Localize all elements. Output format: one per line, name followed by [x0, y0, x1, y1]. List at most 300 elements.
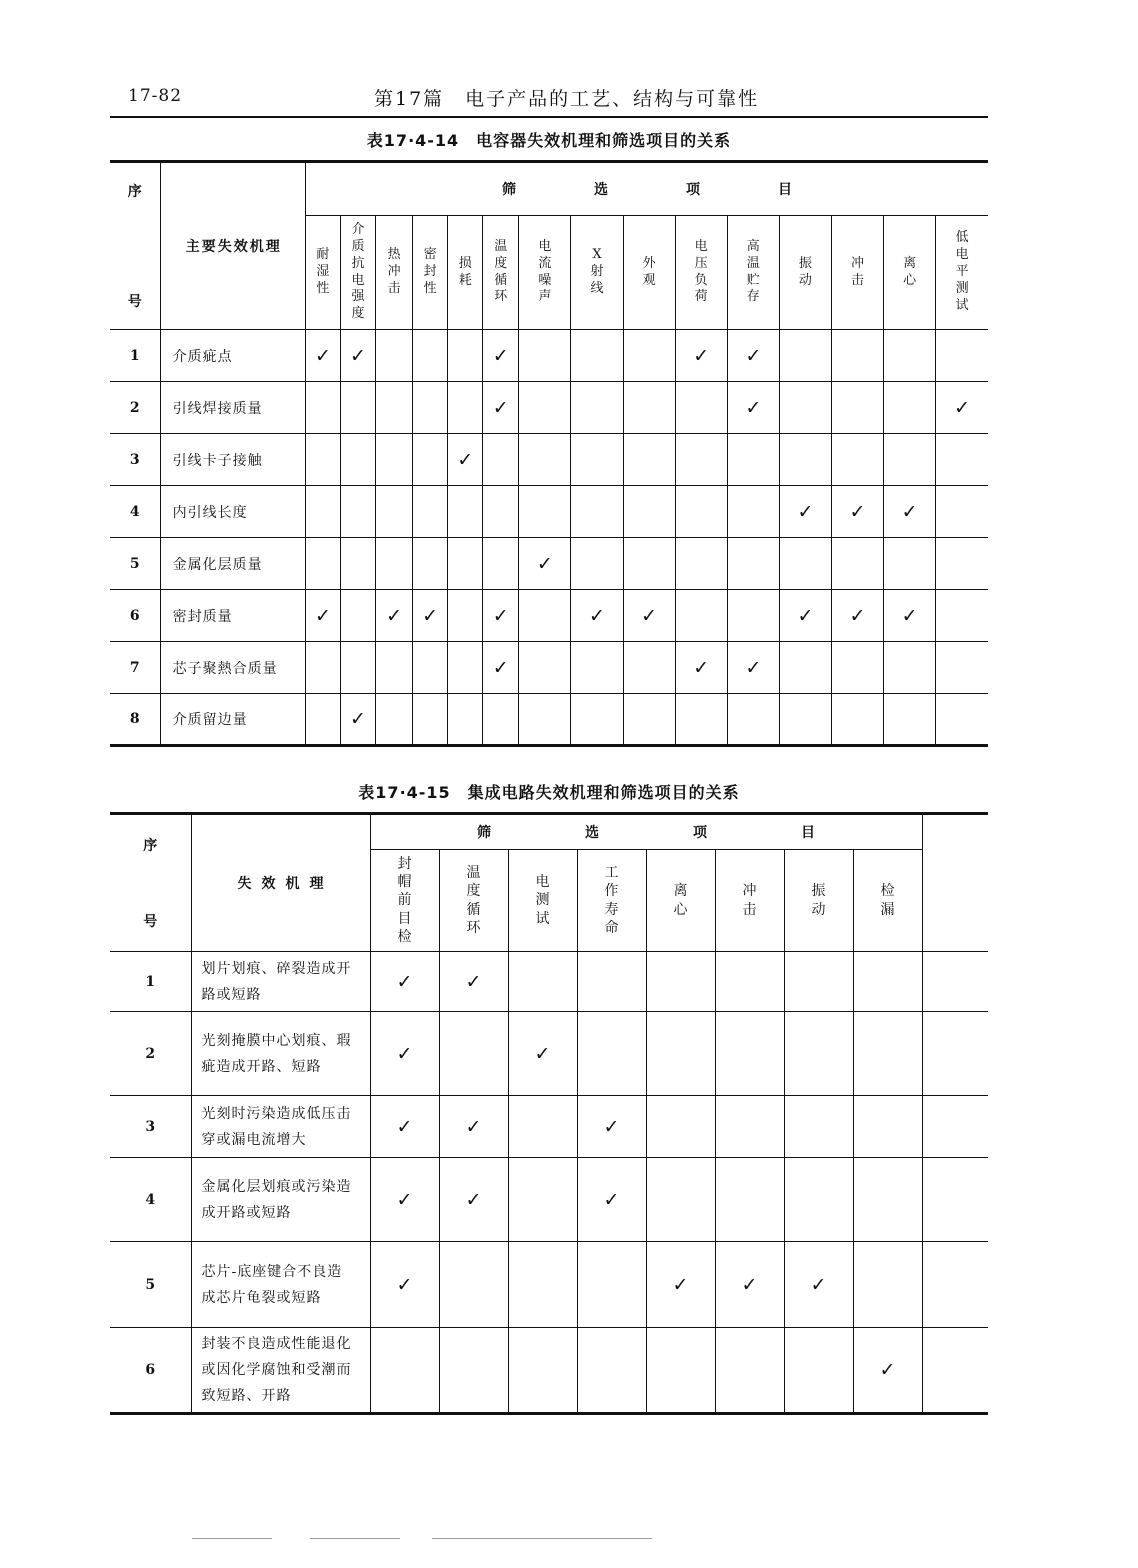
- check-cell: [508, 1012, 577, 1096]
- check-mark-icon: ✓: [879, 1359, 896, 1381]
- check-cell: [936, 538, 988, 590]
- check-cell: [508, 1328, 577, 1414]
- chapter-title: 第17篇 电子产品的工艺、结构与可靠性: [374, 88, 760, 110]
- check-mark-icon: ✓: [492, 656, 509, 679]
- check-cell: [448, 434, 483, 486]
- check-cell: [519, 642, 571, 694]
- check-cell: [884, 694, 936, 746]
- vertical-label: 损 耗: [458, 255, 472, 288]
- check-cell: [413, 538, 448, 590]
- check-cell: [376, 642, 413, 694]
- check-cell: [727, 486, 779, 538]
- check-cell: [448, 486, 483, 538]
- row-number: 1: [110, 952, 191, 1012]
- check-cell: [853, 1328, 922, 1414]
- check-cell: [853, 952, 922, 1012]
- check-cell: [779, 694, 831, 746]
- check-mark-icon: ✓: [745, 656, 762, 679]
- check-mark-icon: ✓: [745, 396, 762, 419]
- check-cell: [340, 538, 375, 590]
- check-cell: [305, 330, 340, 382]
- table-row: [110, 486, 988, 538]
- vertical-label: 封 帽 前 目 检: [397, 856, 412, 945]
- check-cell: [623, 330, 675, 382]
- check-cell: [571, 330, 623, 382]
- check-cell: [784, 1158, 853, 1242]
- check-cell: [448, 642, 483, 694]
- check-cell: [305, 694, 340, 746]
- check-mark-icon: ✓: [386, 604, 403, 627]
- check-mark-icon: ✓: [314, 604, 331, 627]
- row-number: 4: [110, 1158, 191, 1242]
- check-cell: [884, 538, 936, 590]
- check-cell: [370, 1328, 439, 1414]
- ic-screening-table: [110, 812, 988, 1415]
- check-cell: [853, 1012, 922, 1096]
- check-cell: [439, 1096, 508, 1158]
- check-cell: [884, 434, 936, 486]
- check-cell: [519, 694, 571, 746]
- vertical-label: X 射 线: [590, 247, 604, 296]
- check-cell: [577, 1158, 646, 1242]
- check-cell: [646, 1328, 715, 1414]
- check-cell: [727, 590, 779, 642]
- screening-item-header: [779, 216, 831, 330]
- check-cell: [483, 694, 519, 746]
- check-cell: [439, 1158, 508, 1242]
- failure-mechanism: 金属化层质量: [160, 538, 305, 590]
- footer-line: [310, 1538, 400, 1539]
- check-cell: [936, 330, 988, 382]
- check-cell: [571, 486, 623, 538]
- table-row: [110, 1242, 988, 1328]
- check-cell: [305, 642, 340, 694]
- check-cell: [413, 486, 448, 538]
- check-mark-icon: ✓: [536, 552, 553, 575]
- check-mark-icon: ✓: [350, 344, 366, 367]
- screening-item-header: [646, 850, 715, 952]
- screening-item-header: [936, 216, 988, 330]
- check-mark-icon: ✓: [745, 344, 762, 367]
- check-mark-icon: ✓: [314, 344, 331, 367]
- check-cell: [519, 538, 571, 590]
- check-cell: [623, 538, 675, 590]
- vertical-label: 温 度 循 环: [494, 238, 508, 305]
- check-mark-icon: ✓: [603, 1188, 620, 1211]
- check-cell: [784, 952, 853, 1012]
- check-mark-icon: ✓: [396, 1115, 413, 1138]
- check-cell: [831, 642, 883, 694]
- vertical-label: 振 动: [798, 255, 812, 288]
- vertical-label: 温 度 循 环: [466, 865, 481, 936]
- check-cell: [853, 1096, 922, 1158]
- vertical-label: 高 温 贮 存: [746, 238, 760, 305]
- check-cell: [675, 538, 727, 590]
- check-mark-icon: ✓: [589, 604, 605, 627]
- check-cell: [577, 1242, 646, 1328]
- check-cell: [376, 434, 413, 486]
- row-number: 1: [110, 330, 160, 382]
- check-mark-icon: ✓: [350, 708, 366, 730]
- check-cell: [483, 538, 519, 590]
- failure-mechanism: 引线焊接质量: [160, 382, 305, 434]
- check-cell: [571, 382, 623, 434]
- failure-mechanism: 划片划痕、碎裂造成开路或短路: [191, 952, 370, 1012]
- vertical-label: 工 作 寿 命: [604, 865, 619, 936]
- check-cell: [831, 486, 883, 538]
- vertical-label: 冲 击: [851, 255, 865, 288]
- check-cell: [831, 330, 883, 382]
- check-cell: [340, 642, 375, 694]
- vertical-label: 外 观: [642, 255, 656, 288]
- check-cell: [305, 434, 340, 486]
- check-cell: [370, 1012, 439, 1096]
- check-cell: [779, 330, 831, 382]
- vertical-label: 介 质 抗 电 强 度: [351, 221, 365, 322]
- vertical-label: 离 心: [903, 255, 917, 288]
- page-number: 17-82: [128, 86, 183, 106]
- check-cell: [623, 382, 675, 434]
- check-cell: [675, 382, 727, 434]
- check-cell: [508, 1158, 577, 1242]
- check-mark-icon: ✓: [465, 970, 482, 993]
- table-row: [110, 1096, 988, 1158]
- check-cell: [305, 590, 340, 642]
- header-rule: [110, 116, 988, 118]
- screening-item-header: [715, 850, 784, 952]
- vertical-label: 电 压 负 荷: [694, 238, 708, 305]
- table2-caption: 表17·4-15 集成电路失效机理和筛选项目的关系: [358, 783, 740, 802]
- check-cell: [831, 538, 883, 590]
- check-cell: [646, 1096, 715, 1158]
- check-cell: [853, 1242, 922, 1328]
- failure-mechanism: 芯片-底座键合不良造成芯片龟裂或短路: [191, 1242, 370, 1328]
- table-row: [110, 694, 988, 746]
- check-cell: [715, 1242, 784, 1328]
- screening-item-header: [448, 216, 483, 330]
- table1-caption: 表17·4-14 电容器失效机理和筛选项目的关系: [366, 131, 732, 150]
- screening-item-header: [305, 216, 340, 330]
- screening-item-header: [784, 850, 853, 952]
- failure-mechanism: 介质留边量: [160, 694, 305, 746]
- row-number: 2: [110, 1012, 191, 1096]
- check-cell: [376, 538, 413, 590]
- check-cell: [715, 1012, 784, 1096]
- check-cell: [853, 1158, 922, 1242]
- capacitor-screening-table: [110, 160, 988, 747]
- check-cell: [413, 330, 448, 382]
- check-cell: [727, 434, 779, 486]
- check-cell: [439, 1012, 508, 1096]
- screening-item-header: [577, 850, 646, 952]
- check-cell: [519, 330, 571, 382]
- row-number: 2: [110, 382, 160, 434]
- table-row: [110, 1158, 988, 1242]
- blank-cell: [922, 1096, 988, 1158]
- check-cell: [448, 330, 483, 382]
- check-cell: [727, 330, 779, 382]
- check-cell: [623, 694, 675, 746]
- mechanism-header: 失 效 机 理: [191, 814, 370, 952]
- check-cell: [508, 952, 577, 1012]
- check-cell: [340, 590, 375, 642]
- failure-mechanism: 引线卡子接触: [160, 434, 305, 486]
- vertical-label: 耐 湿 性: [316, 247, 330, 296]
- check-cell: [727, 694, 779, 746]
- check-cell: [727, 538, 779, 590]
- check-mark-icon: ✓: [672, 1273, 689, 1296]
- check-mark-icon: ✓: [901, 500, 918, 523]
- check-mark-icon: ✓: [396, 1042, 413, 1065]
- screening-item-header: [519, 216, 571, 330]
- mechanism-header: 主 要 失 效 机 理: [160, 162, 305, 330]
- check-cell: [413, 382, 448, 434]
- check-cell: [577, 952, 646, 1012]
- check-cell: [784, 1096, 853, 1158]
- row-number: 6: [110, 1328, 191, 1414]
- blank-cell: [922, 1328, 988, 1414]
- check-cell: [784, 1328, 853, 1414]
- screening-item-header: [376, 216, 413, 330]
- check-cell: [571, 538, 623, 590]
- check-cell: [571, 642, 623, 694]
- blank-cell: [922, 1158, 988, 1242]
- check-cell: [727, 382, 779, 434]
- table-row: [110, 434, 988, 486]
- seq-header: 序 号: [110, 162, 160, 330]
- check-cell: [675, 486, 727, 538]
- footer-line: [432, 1538, 652, 1539]
- check-cell: [779, 538, 831, 590]
- check-cell: [571, 694, 623, 746]
- vertical-label: 振 动: [811, 883, 826, 918]
- check-cell: [519, 486, 571, 538]
- check-cell: [519, 434, 571, 486]
- screening-item-header: [675, 216, 727, 330]
- check-mark-icon: ✓: [396, 970, 413, 993]
- check-cell: [370, 1096, 439, 1158]
- table-row: [110, 952, 988, 1012]
- screening-item-header: [439, 850, 508, 952]
- row-number: 8: [110, 694, 160, 746]
- check-cell: [831, 694, 883, 746]
- check-cell: [483, 590, 519, 642]
- check-cell: [646, 1242, 715, 1328]
- check-mark-icon: ✓: [797, 500, 814, 523]
- check-mark-icon: ✓: [741, 1273, 758, 1296]
- check-mark-icon: ✓: [693, 656, 710, 679]
- check-cell: [439, 952, 508, 1012]
- header-row: [110, 162, 988, 216]
- check-cell: [577, 1328, 646, 1414]
- check-cell: [508, 1096, 577, 1158]
- failure-mechanism: 密封质量: [160, 590, 305, 642]
- check-cell: [779, 486, 831, 538]
- vertical-label: 检 漏: [880, 883, 895, 918]
- check-mark-icon: ✓: [641, 604, 658, 627]
- blank-cell: [922, 952, 988, 1012]
- check-mark-icon: ✓: [465, 1188, 482, 1211]
- check-cell: [340, 382, 375, 434]
- failure-mechanism: 金属化层划痕或污染造成开路或短路: [191, 1158, 370, 1242]
- failure-mechanism: 芯子聚熱合质量: [160, 642, 305, 694]
- vertical-label: 热 冲 击: [387, 247, 401, 296]
- check-mark-icon: ✓: [396, 1188, 413, 1211]
- check-cell: [715, 1096, 784, 1158]
- screening-items-group-header: 筛 选 项 目: [370, 814, 922, 850]
- check-mark-icon: ✓: [492, 396, 509, 419]
- failure-mechanism: 内引线长度: [160, 486, 305, 538]
- table-row: [110, 538, 988, 590]
- check-cell: [884, 590, 936, 642]
- check-cell: [779, 434, 831, 486]
- check-cell: [623, 486, 675, 538]
- screening-items-group-header: 筛 选 项 目: [305, 162, 988, 216]
- check-mark-icon: ✓: [849, 500, 866, 523]
- check-cell: [519, 590, 571, 642]
- check-mark-icon: ✓: [603, 1115, 620, 1138]
- row-number: 3: [110, 1096, 191, 1158]
- check-cell: [340, 434, 375, 486]
- check-cell: [577, 1012, 646, 1096]
- check-cell: [936, 590, 988, 642]
- vertical-label: 电 流 噪 声: [538, 238, 552, 305]
- check-cell: [884, 642, 936, 694]
- check-cell: [376, 486, 413, 538]
- check-cell: [623, 590, 675, 642]
- check-mark-icon: ✓: [901, 604, 918, 627]
- check-cell: [305, 486, 340, 538]
- check-cell: [305, 538, 340, 590]
- check-cell: [936, 694, 988, 746]
- check-cell: [519, 382, 571, 434]
- check-mark-icon: ✓: [810, 1273, 827, 1296]
- check-cell: [784, 1012, 853, 1096]
- check-cell: [483, 330, 519, 382]
- failure-mechanism: 封装不良造成性能退化或因化学腐蚀和受潮而致短路、开路: [191, 1328, 370, 1414]
- vertical-label: 离 心: [673, 883, 688, 918]
- check-cell: [779, 382, 831, 434]
- check-mark-icon: ✓: [492, 604, 509, 627]
- screening-item-header: [340, 216, 375, 330]
- check-mark-icon: ✓: [422, 604, 439, 627]
- check-cell: [448, 538, 483, 590]
- check-cell: [370, 1158, 439, 1242]
- table-row: [110, 1328, 988, 1414]
- check-cell: [675, 590, 727, 642]
- check-cell: [340, 694, 375, 746]
- check-cell: [646, 1158, 715, 1242]
- screening-item-header: [884, 216, 936, 330]
- table-row: [110, 590, 988, 642]
- table-row: [110, 382, 988, 434]
- vertical-label: 电 测 试: [535, 874, 550, 927]
- screening-item-header: [370, 850, 439, 952]
- blank-cell: [922, 814, 988, 952]
- check-cell: [936, 486, 988, 538]
- blank-cell: [922, 1012, 988, 1096]
- failure-mechanism: 光刻时污染造成低压击穿或漏电流增大: [191, 1096, 370, 1158]
- check-cell: [623, 642, 675, 694]
- check-mark-icon: ✓: [849, 604, 866, 627]
- screening-item-header: [623, 216, 675, 330]
- blank-cell: [922, 1242, 988, 1328]
- check-mark-icon: ✓: [465, 1115, 482, 1138]
- check-cell: [884, 382, 936, 434]
- check-cell: [448, 694, 483, 746]
- check-cell: [483, 642, 519, 694]
- check-cell: [936, 434, 988, 486]
- check-cell: [779, 590, 831, 642]
- vertical-label: 密 封 性: [423, 247, 437, 296]
- check-cell: [508, 1242, 577, 1328]
- check-cell: [370, 952, 439, 1012]
- screening-item-header: [413, 216, 448, 330]
- check-cell: [439, 1242, 508, 1328]
- check-cell: [727, 642, 779, 694]
- check-cell: [340, 330, 375, 382]
- check-cell: [483, 382, 519, 434]
- screening-item-header: [853, 850, 922, 952]
- check-mark-icon: ✓: [534, 1042, 551, 1065]
- check-mark-icon: ✓: [457, 448, 474, 471]
- seq-header: 序 号: [110, 814, 191, 952]
- failure-mechanism: 介质疵点: [160, 330, 305, 382]
- table-row: [110, 642, 988, 694]
- screening-item-header: [483, 216, 519, 330]
- check-cell: [884, 486, 936, 538]
- table-row: [110, 330, 988, 382]
- check-cell: [779, 642, 831, 694]
- check-cell: [577, 1096, 646, 1158]
- check-cell: [413, 434, 448, 486]
- check-cell: [831, 434, 883, 486]
- check-cell: [413, 694, 448, 746]
- check-cell: [376, 590, 413, 642]
- check-cell: [448, 590, 483, 642]
- check-mark-icon: ✓: [693, 344, 710, 367]
- check-cell: [675, 694, 727, 746]
- check-cell: [376, 694, 413, 746]
- screening-item-header: [508, 850, 577, 952]
- check-cell: [936, 642, 988, 694]
- page-header: [128, 84, 988, 114]
- row-number: 7: [110, 642, 160, 694]
- check-cell: [675, 434, 727, 486]
- table-row: [110, 1012, 988, 1096]
- check-cell: [784, 1242, 853, 1328]
- check-cell: [884, 330, 936, 382]
- check-cell: [831, 590, 883, 642]
- screening-item-header: [727, 216, 779, 330]
- vertical-label: 低 电 平 测 试: [955, 230, 969, 313]
- check-cell: [413, 590, 448, 642]
- row-number: 5: [110, 538, 160, 590]
- row-number: 6: [110, 590, 160, 642]
- check-cell: [571, 590, 623, 642]
- check-cell: [675, 330, 727, 382]
- check-mark-icon: ✓: [492, 344, 509, 367]
- check-cell: [448, 382, 483, 434]
- row-number: 4: [110, 486, 160, 538]
- check-cell: [936, 382, 988, 434]
- check-cell: [646, 1012, 715, 1096]
- check-cell: [715, 1328, 784, 1414]
- footer-line: [192, 1538, 272, 1539]
- check-cell: [483, 434, 519, 486]
- failure-mechanism: 光刻掩膜中心划痕、瑕疵造成开路、短路: [191, 1012, 370, 1096]
- check-mark-icon: ✓: [954, 396, 971, 419]
